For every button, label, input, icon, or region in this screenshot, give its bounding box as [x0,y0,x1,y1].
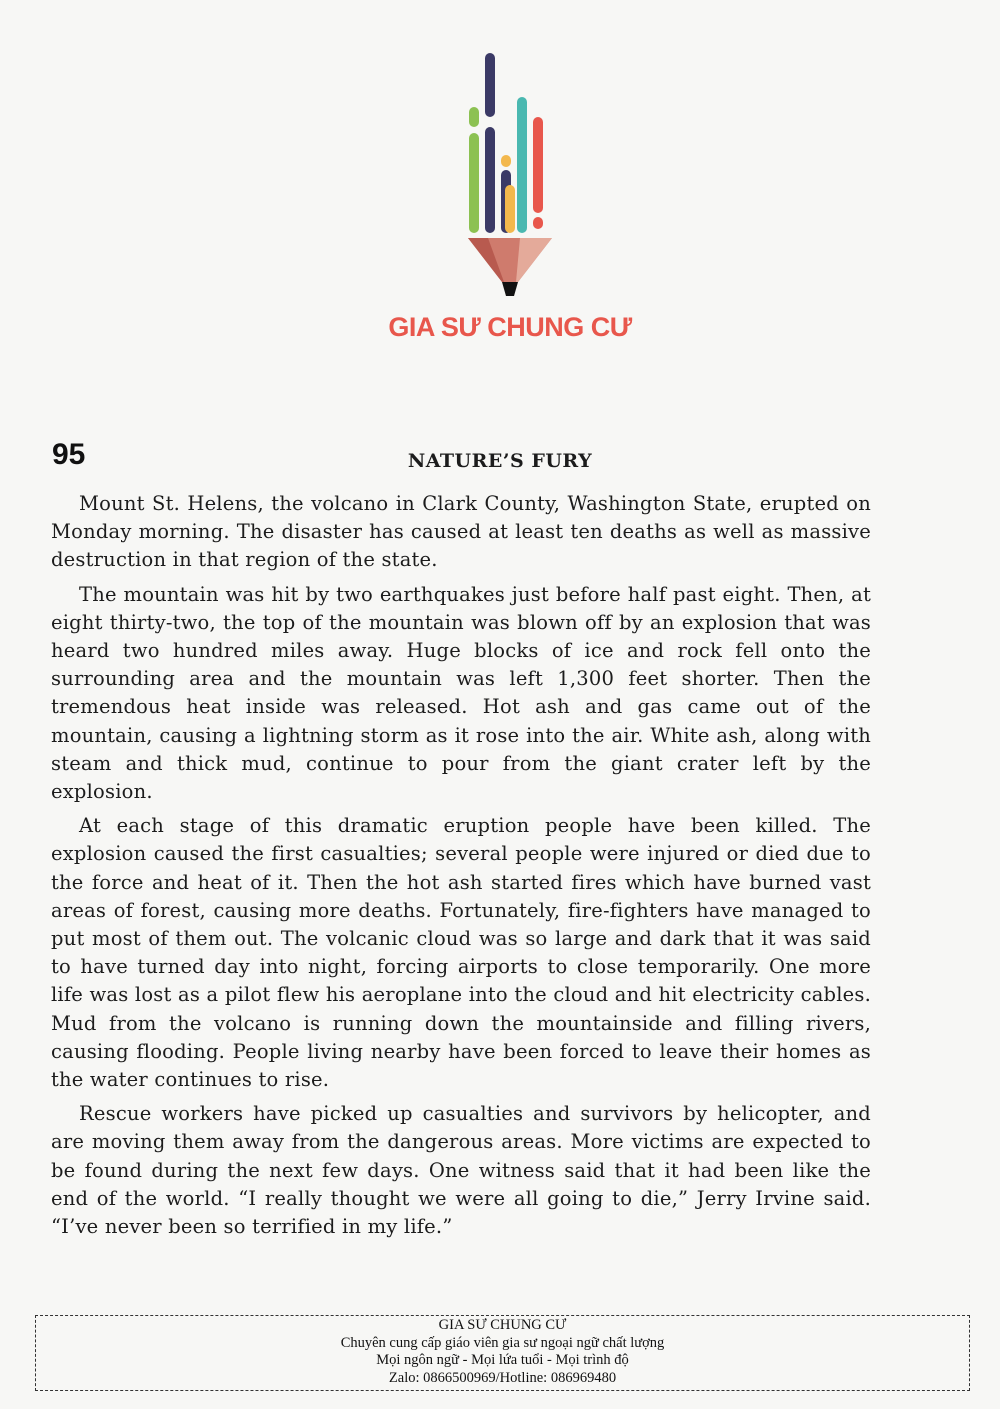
logo-pencil-icon [460,50,560,300]
footer-box [35,1315,970,1391]
footer-line-3: Mọi ngôn ngữ - Mọi lứa tuổi - Mọi trình độ [376,1352,629,1368]
article-body [51,490,871,1247]
exercise-number: 95 [52,438,86,471]
paragraph-2: The mountain was hit by two earthquakes just before half past eight. Then, at eight thirty-two, the top of the mountain was blown off by an explosion that was heard two hundred miles away. Huge blocks of ice and rock fell onto the surrounding area and the mountain was left 1,300 feet shorter. Then the tremendous heat inside was released. Hot ash and gas came out of the mountain, causing a lightning storm as it rose into the air. White ash, along with steam and thick mud, continue to pour from the giant crater left by the explosion. [51,582,871,804]
footer-line-1: GIA SƯ CHUNG CƯ [438,1317,567,1333]
footer-line-2: Chuyên cung cấp giáo viên gia sư ngoại ngữ chất lượng [340,1334,665,1351]
logo-text: GIA SƯ CHUNG CƯ [388,312,632,342]
paragraph-4: Rescue workers have picked up casualties and survivors by helicopter, and are moving them away from the dangerous areas. More victims are expected to be found during the next few days. One witness said that it had been like the end of the world. “I really thought we were all going to die,” Jerry Irvine said. “I’ve never been so terrified in my life.” [51,1102,871,1239]
footer-line-4: Zalo: 0866500969/Hotline: 086969480 [388,1369,617,1386]
paragraph-3: At each stage of this dramatic eruption people have been killed. The explosion caused the first casualties; several people were injured or died due to the force and heat of it. Then the hot ash started fires which have burned vast areas of forest, causing more deaths. Fortunately, fire-fighters have managed to put most of them out. The volcanic cloud was so large and dark that it was said to have turned day into night, forcing airports to close temporarily. One more life was lost as a pilot flew his aeroplane into the cloud and hit electricity cables. Mud from the volcano is running down the mountainside and filling rivers, causing flooding. People living nearby have been forced to leave their homes as the water continues to rise. [51,814,871,1092]
article-title: NATURE’S FURY [407,450,593,472]
paragraph-1: Mount St. Helens, the volcano in Clark County, Washington State, erupted on Monday morning. The disaster has caused at least ten deaths as well as massive destruction in that region of the state. [51,492,871,572]
